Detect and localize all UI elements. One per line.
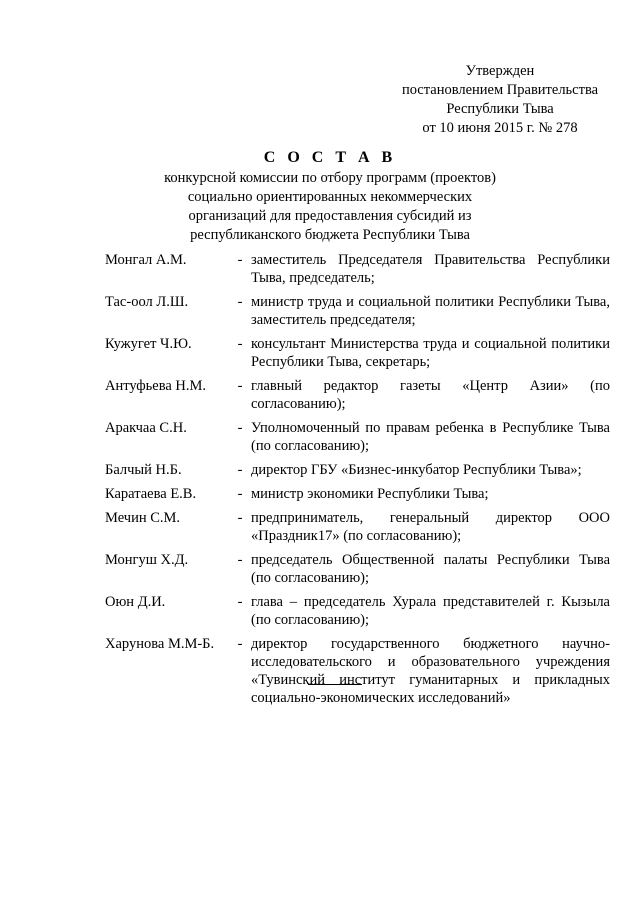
member-role: министр труда и социальной политики Республики Тыва, заместитель председателя; [251,294,610,328]
heading-line-4: республиканского бюджета Республики Тыва [190,227,470,243]
member-dash: - [237,486,243,502]
member-dash: - [237,462,243,478]
member-row [105,593,610,629]
member-name: Тас-оол Л.Ш. [105,294,189,310]
document-heading [90,148,570,245]
member-dash: - [237,594,243,610]
member-role: консультант Министерства труда и социальной политики Республики Тыва, секретарь; [251,336,610,370]
member-dash: - [237,636,243,652]
member-row [105,419,610,455]
member-dash: - [237,294,243,310]
member-dash: - [237,252,243,268]
member-name: Оюн Д.И. [105,594,166,610]
document-title: С О С Т А В [263,149,397,166]
member-name: Каратаева Е.В. [105,486,197,502]
heading-line-1: конкурсной комиссии по отбору программ (проектов) [164,170,496,186]
member-role: директор ГБУ «Бизнес-инкубатор Республики Тыва»; [251,462,582,478]
approval-line-4: от 10 июня 2015 г. № 278 [422,120,578,136]
member-role: министр экономики Республики Тыва; [251,486,489,502]
member-list [105,251,610,713]
member-row [105,293,610,329]
member-role: заместитель Председателя Правительства Республики Тыва, председатель; [251,252,610,286]
member-name: Антуфьева Н.М. [105,378,207,394]
member-dash: - [237,510,243,526]
member-role: глава – председатель Хурала представителей г. Кызыла (по согласованию); [251,594,610,628]
member-row [105,509,610,545]
member-row [105,635,610,707]
member-name: Монгал А.М. [105,252,187,268]
approval-line-3: Республики Тыва [446,101,554,117]
member-name: Монгуш Х.Д. [105,552,189,568]
member-name: Балчый Н.Б. [105,462,182,478]
member-name: Харунова М.М-Б. [105,636,215,652]
member-dash: - [237,552,243,568]
approval-line-2: постановлением Правительства [401,82,599,98]
member-role: директор государственного бюджетного научно-исследовательского и образовательного учреждения «Тувинский институт гуманитарных и прикладных социально-экономических исследований» [251,636,610,706]
member-row [105,377,610,413]
member-row [105,485,610,503]
member-role: председатель Общественной палаты Республики Тыва (по согласованию); [251,552,610,586]
member-name: Аракчаа С.Н. [105,420,187,436]
approval-line-1: Утвержден [465,63,535,79]
member-row [105,461,610,479]
member-role: главный редактор газеты «Центр Азии» (по согласованию); [251,378,610,412]
member-role: предприниматель, генеральный директор ООО «Праздник17» (по согласованию); [251,510,610,544]
member-row [105,551,610,587]
member-dash: - [237,336,243,352]
closing-divider [308,684,362,685]
member-dash: - [237,420,243,436]
member-dash: - [237,378,243,394]
member-row [105,251,610,287]
member-name: Мечин С.М. [105,510,181,526]
member-row [105,335,610,371]
heading-line-3: организаций для предоставления субсидий из [188,208,472,224]
heading-line-2: социально ориентированных некоммерческих [187,189,473,205]
approval-stamp [380,62,620,138]
member-name: Кужугет Ч.Ю. [105,336,192,352]
member-role: Уполномоченный по правам ребенка в Республике Тыва (по согласованию); [251,420,610,454]
